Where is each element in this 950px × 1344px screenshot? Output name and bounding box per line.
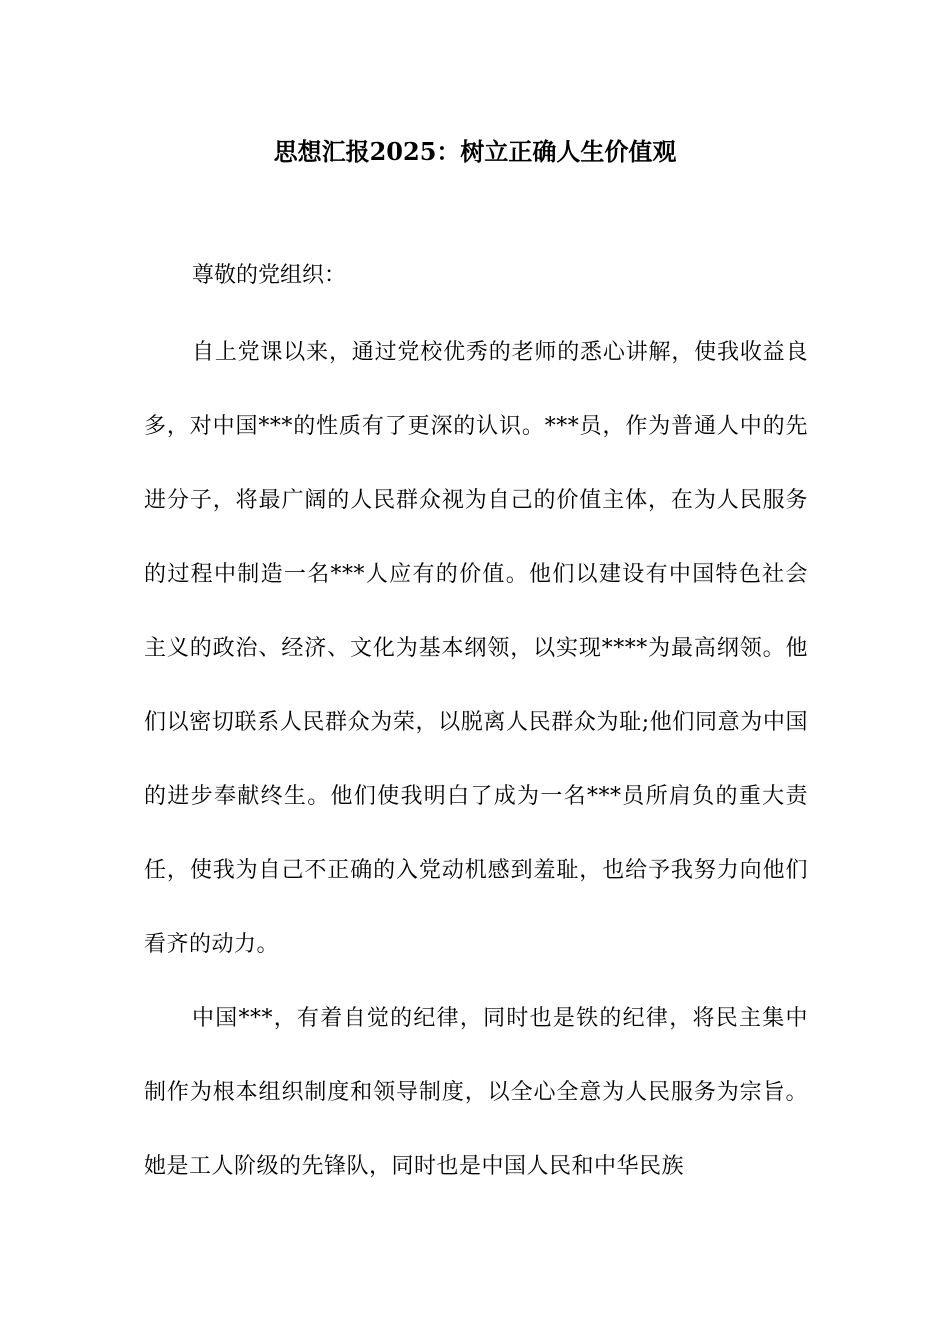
document-title: 思想汇报2025：树立正确人生价值观 (273, 137, 677, 166)
document-body (144, 0, 808, 1344)
paragraph: 中国***，有着自觉的纪律，同时也是铁的纪律，将民主集中制作为根本组织制度和领导制度，以全心全意为人民服务为宗旨。她是工人阶级的先锋队，同时也是中国人民和中华民族 (144, 1006, 808, 1179)
paragraph: 自上党课以来，通过党校优秀的老师的悉心讲解，使我收益良多，对中国***的性质有了更深的认识。***员，作为普通人中的先进分子，将最广阔的人民群众视为自己的价值主体，在为人民服务的过程中制造一名***人应有的价值。他们以建设有中国特色社会主义的政治、经济、文化为基本纲领，以实现****为最高纲领。他们以密切联系人民群众为荣，以脱离人民群众为耻;他们同意为中国的进步奉献终生。他们使我明白了成为一名***员所肩负的重大责任，使我为自己不正确的入党动机感到羞耻，也给予我努力向他们看齐的动力。 (144, 340, 808, 957)
salutation: 尊敬的党组织： (192, 263, 347, 288)
